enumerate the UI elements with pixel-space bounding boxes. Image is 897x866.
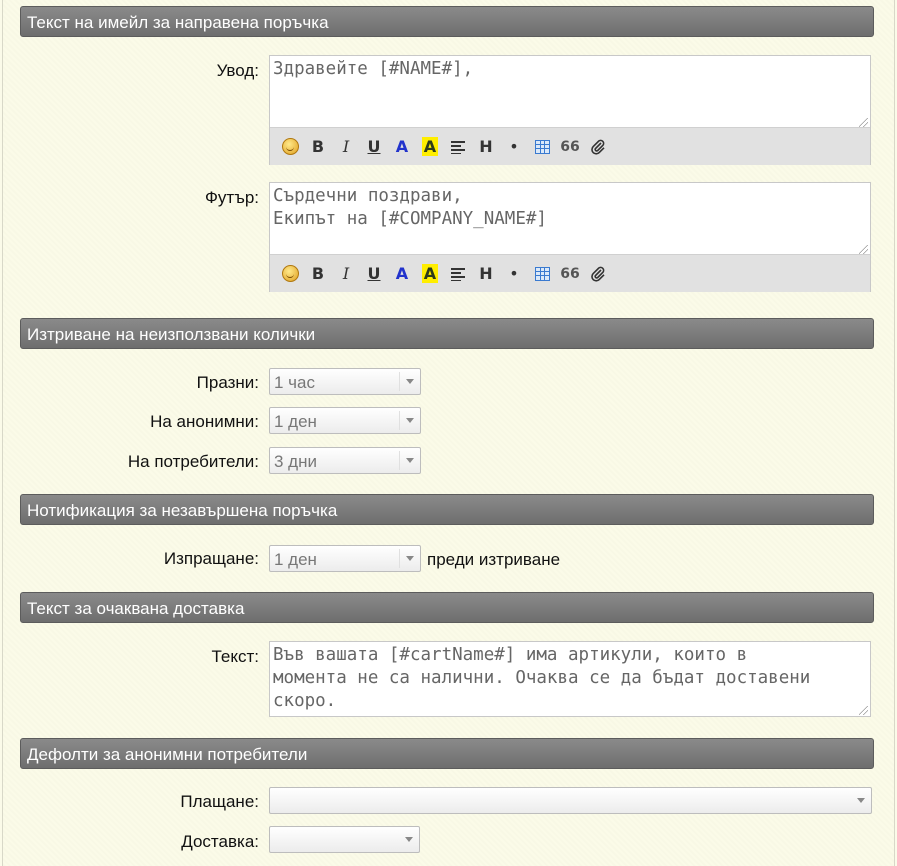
empty-carts-label: Празни:	[196, 373, 259, 392]
bold-icon[interactable]: B	[311, 137, 325, 156]
underline-icon[interactable]: U	[367, 137, 381, 156]
attach-icon[interactable]	[584, 261, 612, 287]
section-unfinished-notify: Нотификация за незавършена поръчка	[20, 494, 874, 525]
bold-icon[interactable]: B	[311, 264, 325, 283]
bullet-icon[interactable]: •	[509, 264, 519, 283]
chevron-down-icon	[406, 379, 414, 384]
intro-toolbar	[270, 127, 870, 165]
chevron-down-icon	[406, 556, 414, 561]
section-order-email: Текст на имейл за направена поръчка	[20, 6, 874, 37]
text-color-icon[interactable]: A	[395, 137, 409, 156]
send-suffix: преди изтриване	[427, 550, 561, 569]
intro-editor	[269, 55, 871, 165]
bullet-icon[interactable]: •	[509, 137, 519, 156]
heading-icon[interactable]: H	[479, 264, 493, 283]
chevron-down-icon	[406, 458, 414, 463]
user-carts-value: 3 дни	[274, 452, 317, 471]
anon-carts-value: 1 ден	[274, 412, 317, 431]
anon-carts-label: На анонимни:	[150, 412, 259, 431]
quote-icon[interactable]: 66	[560, 138, 580, 155]
resize-handle-icon[interactable]	[859, 118, 868, 127]
section-anon-defaults: Дефолти за анонимни потребители	[20, 738, 874, 769]
user-carts-label: На потребители:	[127, 452, 259, 471]
empty-carts-select[interactable]	[269, 368, 421, 395]
section-expected-delivery: Текст за очаквана доставка	[20, 592, 874, 623]
empty-carts-value: 1 час	[274, 373, 315, 392]
chevron-down-icon	[857, 798, 865, 803]
bg-color-icon[interactable]: A	[423, 137, 437, 156]
align-icon[interactable]	[444, 134, 472, 160]
section-delete-carts: Изтриване на неизползвани колички	[20, 318, 874, 349]
send-label: Изпращане:	[163, 549, 259, 568]
chevron-down-icon	[405, 837, 413, 842]
quote-icon[interactable]: 66	[560, 265, 580, 282]
italic-icon[interactable]: I	[342, 264, 350, 283]
user-carts-select[interactable]	[269, 447, 421, 474]
payment-select[interactable]	[269, 787, 872, 814]
footer-label: Футър:	[204, 188, 259, 207]
delivery-textarea[interactable]	[270, 642, 870, 716]
italic-icon[interactable]: I	[342, 137, 350, 156]
align-icon[interactable]	[444, 261, 472, 287]
delivery-label: Доставка:	[181, 832, 259, 851]
resize-handle-icon[interactable]	[859, 706, 868, 715]
anon-carts-select[interactable]	[269, 407, 421, 434]
delivery-text-label: Текст:	[211, 647, 259, 666]
footer-textarea[interactable]	[270, 183, 870, 254]
send-select[interactable]	[269, 545, 421, 572]
payment-label: Плащане:	[180, 792, 259, 811]
bg-color-icon[interactable]: A	[423, 264, 437, 283]
resize-handle-icon[interactable]	[859, 245, 868, 254]
intro-textarea[interactable]	[270, 56, 870, 127]
heading-icon[interactable]: H	[479, 137, 493, 156]
footer-editor	[269, 182, 871, 292]
chevron-down-icon	[406, 418, 414, 423]
delivery-text-box	[269, 641, 871, 717]
table-icon[interactable]	[528, 134, 556, 160]
table-icon[interactable]	[528, 261, 556, 287]
delivery-select[interactable]	[269, 826, 420, 853]
intro-label: Увод:	[216, 61, 259, 80]
text-color-icon[interactable]: A	[395, 264, 409, 283]
send-value: 1 ден	[274, 550, 317, 569]
smiley-icon[interactable]	[276, 261, 304, 287]
smiley-icon[interactable]	[276, 134, 304, 160]
attach-icon[interactable]	[584, 134, 612, 160]
footer-toolbar	[270, 254, 870, 292]
underline-icon[interactable]: U	[367, 264, 381, 283]
